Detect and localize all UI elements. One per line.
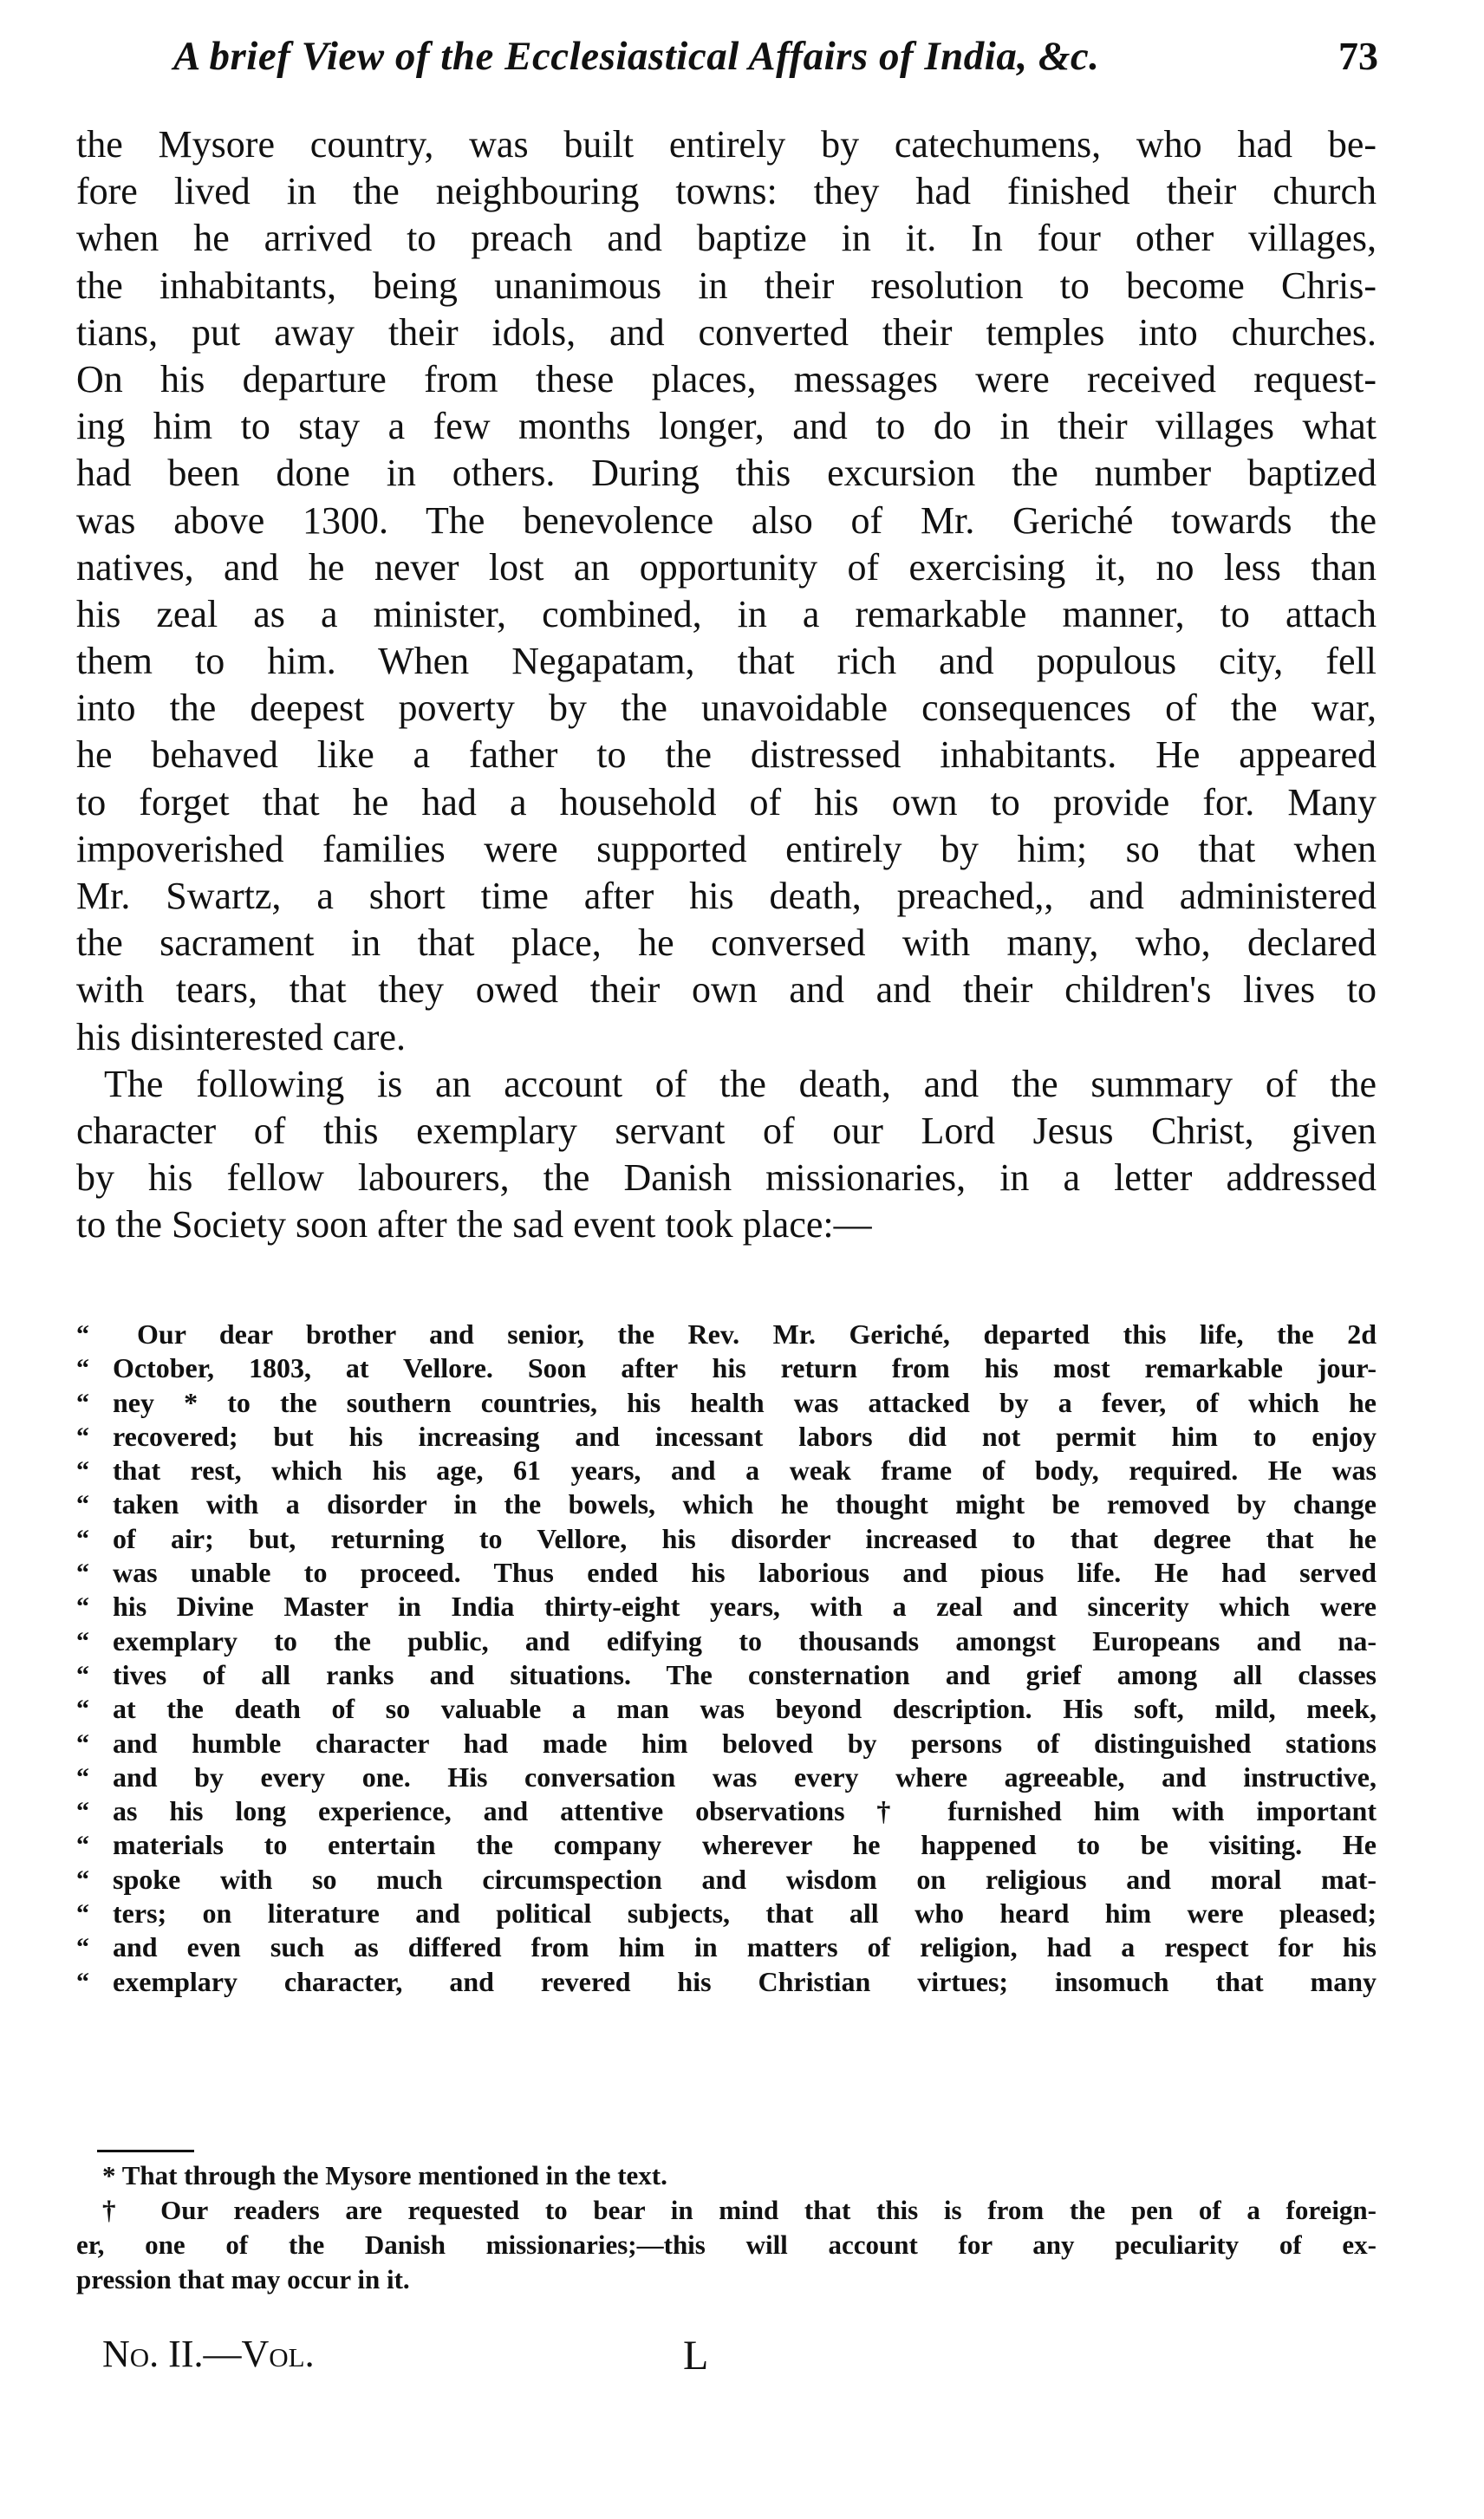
body-line: Mr. Swartz, a short time after his death, preached,, and administered xyxy=(76,875,1377,917)
quote-line xyxy=(76,1454,1377,1487)
footnote-line: * That through the Mysore mentioned in the text. xyxy=(102,2160,667,2190)
quote-line-text: his Divine Master in India thirty-eight years, with a zeal and sincerity which were xyxy=(113,1591,1377,1623)
body-line: into the deepest poverty by the unavoidable consequences of the war, xyxy=(76,687,1377,730)
body-line: fore lived in the neighbouring towns: they had finished their church xyxy=(76,170,1377,213)
body-line: had been done in others. During this excursion the number baptized xyxy=(76,452,1377,495)
body-line: tians, put away their idols, and converted their temples into churches. xyxy=(76,310,1377,354)
quote-mark: “ xyxy=(76,1865,89,1894)
quote-line-text: and even such as differed from him in matters of religion, had a respect for his xyxy=(113,1931,1377,1963)
body-text xyxy=(76,121,1377,1249)
quote-line xyxy=(76,1897,1377,1930)
quote-line-text: recovered; but his increasing and incessant labors did not permit him to enjoy xyxy=(113,1420,1377,1452)
quote-line-text: at the death of so valuable a man was beyond description. His soft, mild, meek, xyxy=(113,1693,1377,1725)
quote-line-text: and humble character had made him beloved by persons of distinguished stations xyxy=(113,1727,1377,1759)
quote-line xyxy=(76,1318,1377,1351)
quote-mark: “ xyxy=(76,1456,89,1486)
quote-mark: “ xyxy=(76,1660,89,1689)
quote-line-text: was unable to proceed. Thus ended his laborious and pious life. He had served xyxy=(113,1557,1377,1589)
quote-line-text: spoke with so much circumspection and wisdom on religious and moral mat- xyxy=(113,1863,1377,1895)
quote-mark: “ xyxy=(76,1320,89,1349)
quote-mark: “ xyxy=(76,1831,89,1860)
quote-line-text: tives of all ranks and situations. The consternation and grief among all classes xyxy=(113,1658,1377,1690)
footnote-divider xyxy=(97,2150,194,2152)
footnotes xyxy=(76,2158,1377,2297)
body-line: natives, and he never lost an opportunity of exercising it, no less than xyxy=(76,545,1377,589)
quote-mark: “ xyxy=(76,1797,89,1826)
quote-mark: “ xyxy=(76,1354,89,1383)
body-line: ing him to stay a few months longer, and to do in their villages what xyxy=(76,405,1377,448)
quote-line-text: exemplary to the public, and edifying to thousands amongst Europeans and na- xyxy=(113,1624,1377,1657)
quote-mark: “ xyxy=(76,1388,89,1417)
quote-line-text: taken with a disorder in the bowels, which he thought might be removed by change xyxy=(113,1488,1377,1520)
body-line: character of this exemplary servant of our Lord Jesus Christ, given xyxy=(76,1109,1377,1152)
quote-line xyxy=(76,1794,1377,1828)
quote-line xyxy=(76,1420,1377,1454)
quote-line-text: as his long experience, and attentive observations † furnished him with important xyxy=(113,1795,1377,1827)
body-line: with tears, that they owed their own and and their children's lives to xyxy=(76,968,1377,1012)
quote-line xyxy=(76,1487,1377,1521)
body-line: to forget that he had a household of his own to provide for. Many xyxy=(76,780,1377,823)
body-line: the inhabitants, being unanimous in their resolution to become Chris- xyxy=(76,264,1377,307)
quote-line-text: and by every one. His conversation was every where agreeable, and instructive, xyxy=(113,1761,1377,1793)
quote-mark: “ xyxy=(76,1524,89,1553)
footnote-line: er, one of the Danish missionaries;—this will account for any peculiarity of ex- xyxy=(76,2229,1377,2260)
body-line: to the Society soon after the sad event took place:— xyxy=(76,1203,872,1246)
quote-line xyxy=(76,1556,1377,1590)
footnote-line: † Our readers are requested to bear in mind that this is from the pen of a foreign- xyxy=(102,2195,1377,2225)
body-line: his zeal as a minister, combined, in a remarkable manner, to attach xyxy=(76,592,1377,635)
quote-line xyxy=(76,1658,1377,1692)
quote-line-text: that rest, which his age, 61 years, and a weak frame of body, required. He was xyxy=(113,1455,1377,1487)
quote-line xyxy=(76,1828,1377,1862)
body-line: the Mysore country, was built entirely by catechumens, who had be- xyxy=(76,123,1377,166)
quote-line-text: exemplary character, and revered his Christian virtues; insomuch that many xyxy=(113,1965,1377,1997)
quote-mark: “ xyxy=(76,1626,89,1656)
footnote-line: pression that may occur in it. xyxy=(76,2264,410,2294)
quote-mark: “ xyxy=(76,1933,89,1962)
quote-line-text: October, 1803, at Vellore. Soon after his return from his most remarkable jour- xyxy=(113,1352,1377,1384)
quote-line-text: of air; but, returning to Vellore, his disorder increased to that degree that he xyxy=(113,1522,1377,1554)
body-line: the sacrament in that place, he conversed with many, who, declared xyxy=(76,921,1377,965)
quote-mark: “ xyxy=(76,1592,89,1622)
quote-line xyxy=(76,1692,1377,1726)
body-line: impoverished families were supported entirely by him; so that when xyxy=(76,827,1377,870)
quote-line-text: ters; on literature and political subjects, that all who heard him were pleased; xyxy=(113,1897,1377,1930)
quote-mark: “ xyxy=(76,1695,89,1724)
signature-line xyxy=(102,2332,882,2384)
quote-line xyxy=(76,1522,1377,1556)
quote-line xyxy=(76,1386,1377,1420)
running-title: A brief View of the Ecclesiastical Affairs of India, &c. xyxy=(173,34,1100,79)
body-line: he behaved like a father to the distressed inhabitants. He appeared xyxy=(76,733,1377,777)
quote-line xyxy=(76,1351,1377,1385)
quote-line xyxy=(76,1624,1377,1658)
body-line: them to him. When Negapatam, that rich and populous city, fell xyxy=(76,640,1377,683)
quote-line-text: materials to entertain the company wherever he happened to be visiting. He xyxy=(113,1829,1377,1861)
quoted-letter xyxy=(76,1318,1377,1999)
quote-line-text: ney * to the southern countries, his health was attacked by a fever, of which he xyxy=(113,1386,1377,1418)
issue-volume-mark: No. II.—Vol. xyxy=(102,2333,315,2375)
body-line: was above 1300. The benevolence also of Mr. Geriché towards the xyxy=(76,498,1377,542)
quote-mark: “ xyxy=(76,1899,89,1929)
quote-mark: “ xyxy=(76,1422,89,1451)
quote-mark: “ xyxy=(76,1967,89,1996)
quote-line xyxy=(76,1590,1377,1624)
quote-line-text: Our dear brother and senior, the Rev. Mr. Geriché, departed this life, the 2d xyxy=(137,1318,1377,1350)
body-line: The following is an account of the death, and the summary of the xyxy=(104,1062,1377,1105)
quote-line xyxy=(76,1761,1377,1794)
signature-mark: L xyxy=(683,2333,709,2379)
quote-line xyxy=(76,1930,1377,1964)
quote-mark: “ xyxy=(76,1728,89,1758)
quote-line xyxy=(76,1965,1377,1999)
body-line: his disinterested care. xyxy=(76,1015,406,1058)
body-line: when he arrived to preach and baptize in it. In four other villages, xyxy=(76,217,1377,260)
running-head xyxy=(173,33,1378,85)
quote-mark: “ xyxy=(76,1490,89,1520)
page-number: 73 xyxy=(1338,34,1378,78)
quote-mark: “ xyxy=(76,1559,89,1588)
quote-mark: “ xyxy=(76,1762,89,1792)
body-line: On his departure from these places, messages were received request- xyxy=(76,357,1377,400)
quote-line xyxy=(76,1727,1377,1761)
body-line: by his fellow labourers, the Danish missionaries, in a letter addressed xyxy=(76,1156,1377,1200)
quote-line xyxy=(76,1863,1377,1897)
